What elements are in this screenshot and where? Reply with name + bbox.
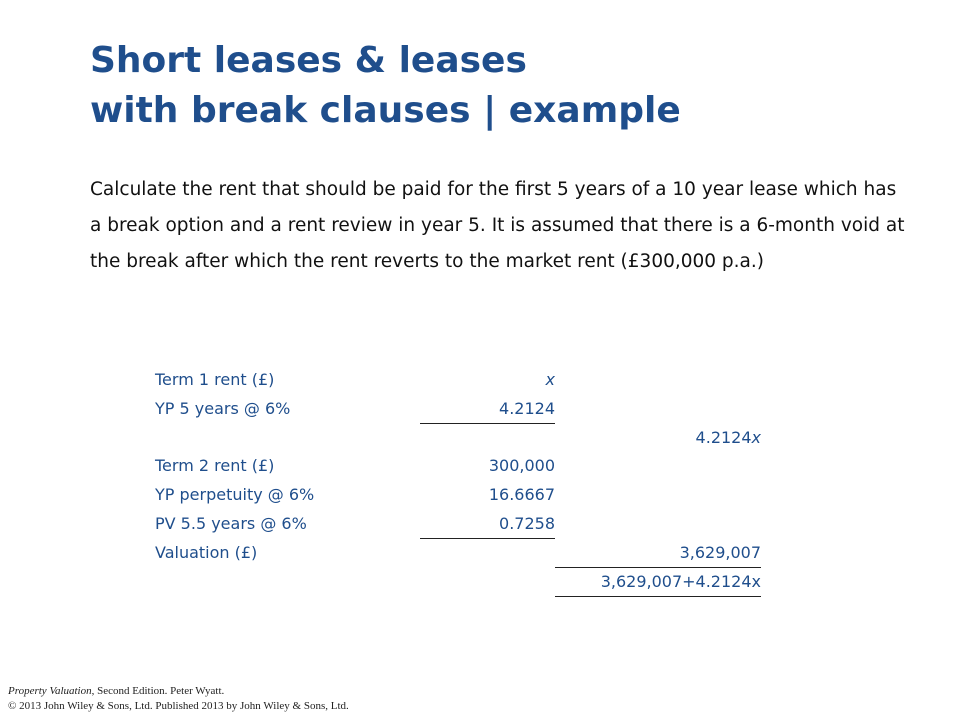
slide-title-line-2: with break clauses | example (90, 90, 681, 131)
table-row-valuation (155, 539, 765, 568)
row-value: 300,000 (488, 456, 555, 476)
table-row-pv-5-5-years (155, 510, 765, 539)
row-label: Term 2 rent (£) (155, 456, 275, 476)
footer-copyright: © 2013 John Wiley & Sons, Ltd. Published 2013 by John Wiley & Sons, Ltd. (8, 700, 349, 712)
table-row-term1-subtotal (155, 424, 765, 453)
valuation-table (155, 366, 765, 596)
table-row-yp-perpetuity (155, 481, 765, 510)
footer-book-title: Property Valuation (8, 685, 92, 697)
copyright-footer (8, 684, 349, 714)
footer-edition-author: , Second Edition. Peter Wyatt. (91, 685, 225, 697)
problem-statement: Calculate the rent that should be paid for the first 5 years of a 10 year lease which has a break option and a rent review in year 5. It is assumed that there is a 6-month void at the break after which the rent reverts to the market rent (£300,000 p.a.) (90, 179, 905, 272)
row-label: Valuation (£) (155, 542, 258, 562)
row-label: YP perpetuity @ 6% (155, 485, 315, 505)
subtotal-coefficient: 4.2124 (695, 427, 752, 447)
row-subtotal: 3,629,007 (555, 539, 761, 568)
table-row-term2-rent (155, 452, 765, 481)
row-value: 4.2124 (420, 395, 555, 424)
row-label: PV 5.5 years @ 6% (155, 513, 307, 533)
row-total: 3,629,007+4.2124x (555, 568, 761, 597)
row-value: 16.6667 (488, 485, 555, 505)
table-row-total (155, 568, 765, 597)
row-subtotal (555, 424, 761, 452)
subtotal-variable: x (751, 427, 761, 447)
footer-citation (8, 684, 349, 699)
row-label: YP 5 years @ 6% (155, 398, 291, 418)
table-row-yp-5-years (155, 395, 765, 424)
slide-title (90, 36, 930, 136)
table-row-term1-rent (155, 366, 765, 395)
row-value: x (545, 370, 555, 389)
row-value: 0.7258 (420, 510, 555, 539)
slide-title-line-1: Short leases & leases (90, 40, 527, 81)
row-label: Term 1 rent (£) (155, 370, 275, 389)
